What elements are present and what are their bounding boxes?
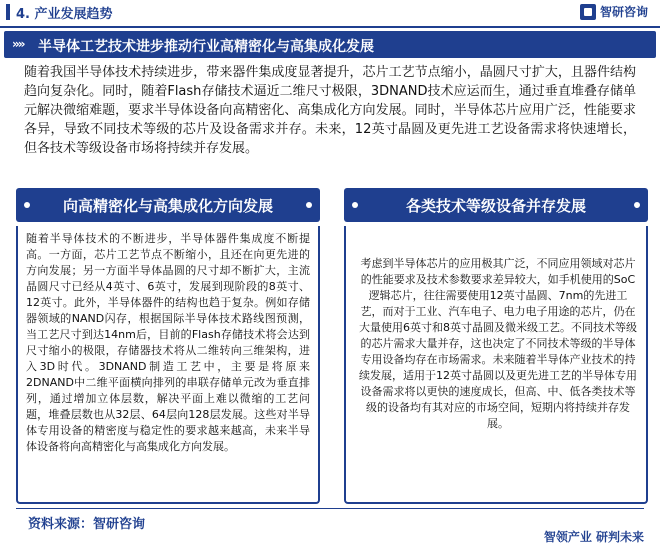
footer-divider	[16, 508, 644, 509]
source-note: 资料来源：智研咨询	[28, 517, 146, 532]
right-panel-heading-text: 各类技术等级设备并存发展	[405, 196, 586, 215]
logo-icon	[580, 4, 596, 20]
left-panel-body	[16, 226, 320, 504]
footer-slogan: 智领产业 研判未来	[543, 530, 644, 544]
left-panel-heading-text: 向高精密化与高集成化方向发展	[62, 196, 273, 215]
intro-paragraph: 随着我国半导体技术持续进步，带来器件集成度显著提升，芯片工艺节点缩小，晶圆尺寸扩大，且器件结构趋向复杂化。同时，随着Flash存储技术逼近二维尺寸极限，3DNAND技术应运而生，通过垂直堆叠存储单元解决微缩难题，要求半导体设备向高精密化、高集成化方向发展。同时，半导体芯片应用广泛，性能要求各异，导致不同技术等级的芯片及设备需求并存。未来，12英寸晶圆及更先进工艺设备需求将快速增长，但各技术等级设备市场将持续并存发展。	[24, 65, 636, 156]
page-title: 半导体工艺技术进步推动行业高精密化与高集成化发展	[38, 39, 374, 55]
double-arrow-icon: »»	[12, 37, 24, 51]
brand-logo	[580, 3, 648, 20]
title-banner	[4, 31, 656, 58]
right-panel-body	[344, 226, 648, 504]
right-panel-heading	[344, 188, 648, 222]
left-panel	[16, 188, 320, 453]
section-marker	[6, 4, 10, 20]
left-panel-heading	[16, 188, 320, 222]
right-panel	[344, 188, 648, 430]
left-panel-text: 随着半导体技术的不断进步，半导体器件集成度不断提高。一方面，芯片工艺节点不断缩小，且还在向更先进的方向发展；另一方面半导体晶圆的尺寸却不断扩大，主流晶圆尺寸已经从4英寸、6英寸，发展到现阶段的8英寸、12英寸。此外，半导体器件的结构也趋于复杂。例如存储器领域的NAND闪存，根据国际半导体技术路线图预测，当工艺尺寸到达14nm后，目前的Flash存储技术将会达到尺寸缩小的极限，存储器技术将从二维转向三维架构，进入3D时代。3DNAND制造工艺中，主要是将原来2DNAND中二维平面横向排列的串联存储单元改为垂直排列，通过增加立体层数，解决平面上难以微缩的工艺问题，堆叠层数也从32层、64层向128层发展。这些对半导体专用设备的精密度与稳定性的要求越来越高，未来半导体设备将向高精密化与高集成化方向发展。	[26, 232, 310, 453]
top-header-bar	[0, 0, 660, 26]
section-label: 4. 产业发展趋势	[16, 7, 113, 22]
logo-text: 智研咨询	[599, 5, 648, 19]
right-panel-text: 考虑到半导体芯片的应用极其广泛，不同应用领域对芯片的性能要求及技术参数要求差异较大，如手机使用的SoC逻辑芯片，往往需要使用12英寸晶圆、7nm的先进工艺，而对于工业、汽车电子、电力电子用途的芯片，仍在大量使用6英寸和8英寸晶圆及微米级工艺。不同技术等级的芯片需求大量并存，这也决定了不同技术等级的半导体专用设备均存在市场需求。未来随着半导体产业技术的持续发展，适用于12英寸晶圆以及更先进工艺的半导体专用设备需求将以更快的速度成长，但高、中、低各类技术等级的设备均有其对应的市场空间，短期内将持续并存发展。	[359, 257, 637, 430]
header-divider	[0, 26, 660, 28]
